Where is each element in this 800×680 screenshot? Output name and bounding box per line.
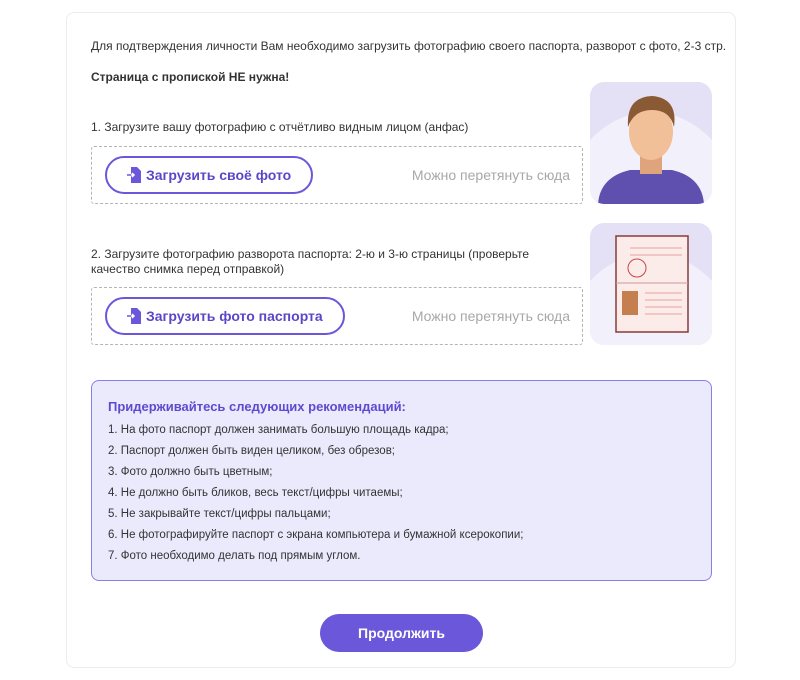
passport-drop-zone[interactable] xyxy=(91,287,583,345)
step1-label: 1. Загрузите вашу фотографию с отчётливо видным лицом (анфас) xyxy=(91,120,469,134)
recommendation-item: 2. Паспорт должен быть виден целиком, без обрезов; xyxy=(108,445,396,457)
intro-text: Для подтверждения личности Вам необходимо загрузить фотографию своего паспорта, разворот с фото, 2-3 стр. xyxy=(91,39,727,53)
recommendation-item: 5. Не закрывайте текст/цифры пальцами; xyxy=(108,508,331,520)
upload-photo-button[interactable] xyxy=(105,156,313,194)
photo-drop-zone[interactable] xyxy=(91,146,583,204)
continue-button[interactable]: Продолжить xyxy=(320,614,483,652)
recommendations-title: Придерживайтесь следующих рекомендаций: xyxy=(108,399,406,414)
warning-text: Страница с пропиской НЕ нужна! xyxy=(91,70,290,84)
upload-passport-label: Загрузить фото паспорта xyxy=(146,308,323,324)
recommendation-item: 1. На фото паспорт должен занимать большую площадь кадра; xyxy=(108,424,449,436)
recommendations-box xyxy=(91,380,712,581)
verification-card xyxy=(66,12,736,668)
passport-example-image xyxy=(590,223,712,345)
drop-hint: Можно перетянуть сюда xyxy=(411,167,570,183)
recommendation-item: 6. Не фотографируйте паспорт с экрана компьютера и бумажной ксерокопии; xyxy=(108,529,524,541)
file-upload-icon xyxy=(127,308,141,324)
face-example-image xyxy=(590,82,712,204)
step2-label: 2. Загрузите фотографию разворота паспорта: 2-ю и 3-ю страницы (проверьте качество снимка перед отправкой) xyxy=(91,247,530,276)
upload-photo-label: Загрузить своё фото xyxy=(146,167,292,183)
recommendation-item: 3. Фото должно быть цветным; xyxy=(108,466,273,478)
recommendation-item: 4. Не должно быть бликов, весь текст/цифры читаемы; xyxy=(108,487,403,499)
recommendation-item: 7. Фото необходимо делать под прямым углом. xyxy=(108,550,361,562)
upload-passport-button[interactable] xyxy=(105,297,345,335)
drop-hint: Можно перетянуть сюда xyxy=(411,308,570,324)
file-upload-icon xyxy=(127,167,141,183)
